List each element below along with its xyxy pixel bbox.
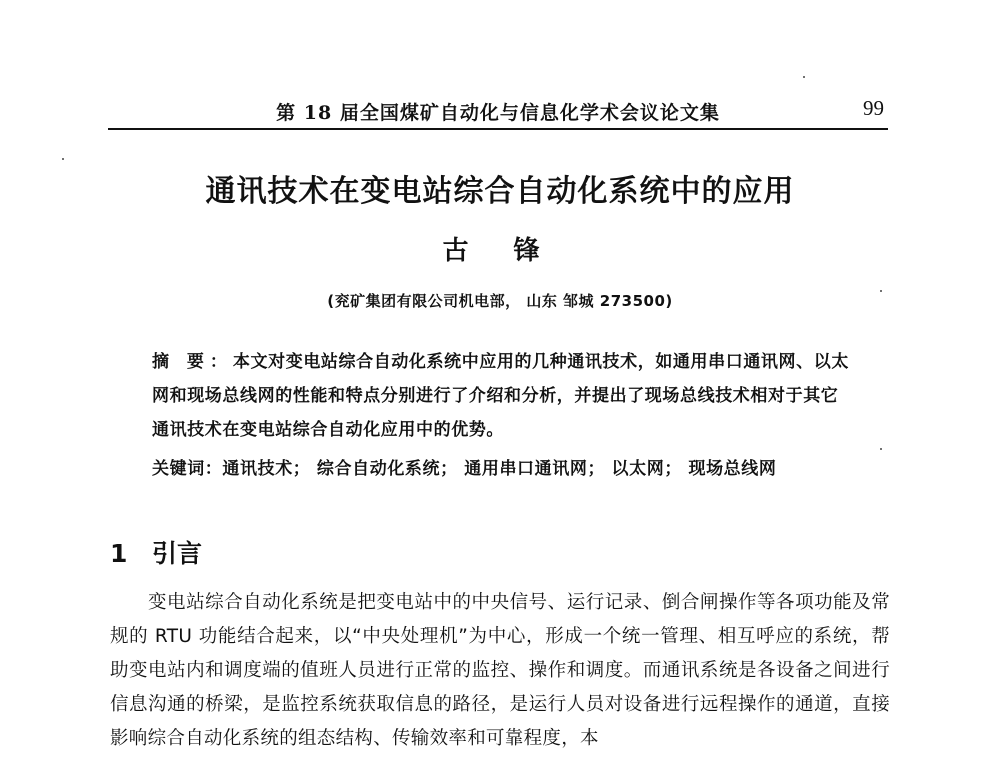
abstract-label: 摘 要： bbox=[152, 352, 233, 372]
section-title: 引言 bbox=[152, 539, 203, 568]
section-number: 1 bbox=[110, 539, 128, 568]
author-affiliation: (兖矿集团有限公司机电部， 山东 邹城 273500) bbox=[327, 292, 673, 310]
body-paragraph: 变电站综合自动化系统是把变电站中的中央信号、运行记录、倒合闸操作等各项功能及常规的 RTU 功能结合起来，以“中央处理机”为中心，形成一个统一管理、相互呼应的系统，帮助变电站内和调度端的值班人员进行正常的监控、操作和调度。而通讯系统是各设备之间进行信息沟通的桥梁，是监控系统获取信息的路径，是运行人员对设备进行远程操作的通道，直接影响综合自动化系统的组态结构、传输效率和可靠程度，本 bbox=[110, 592, 890, 749]
abstract-text: 本文对变电站综合自动化系统中应用的几种通讯技术，如通用串口通讯网、以太网和现场总线网的性能和特点分别进行了介绍和分析，并提出了现场总线技术相对于其它通讯技术在变电站综合自动化应用中的优势。 bbox=[152, 352, 849, 440]
scan-speck bbox=[880, 448, 882, 450]
running-header bbox=[108, 96, 888, 128]
abstract bbox=[152, 345, 852, 447]
paper-title: 通讯技术在变电站综合自动化系统中的应用 bbox=[205, 174, 795, 209]
scan-speck bbox=[62, 158, 64, 160]
journal-title: 第 18 届全国煤矿自动化与信息化学术会议论文集 bbox=[276, 102, 720, 124]
page-number: 99 bbox=[863, 96, 884, 120]
keywords-text: 通讯技术； 综合自动化系统； 通用串口通讯网； 以太网； 现场总线网 bbox=[222, 459, 777, 479]
keywords bbox=[152, 454, 872, 484]
scan-speck bbox=[803, 76, 805, 78]
author-name: 古 锋 bbox=[442, 236, 558, 266]
header-rule bbox=[108, 128, 888, 130]
section-heading bbox=[110, 534, 202, 570]
keywords-label: 关键词： bbox=[152, 459, 223, 479]
